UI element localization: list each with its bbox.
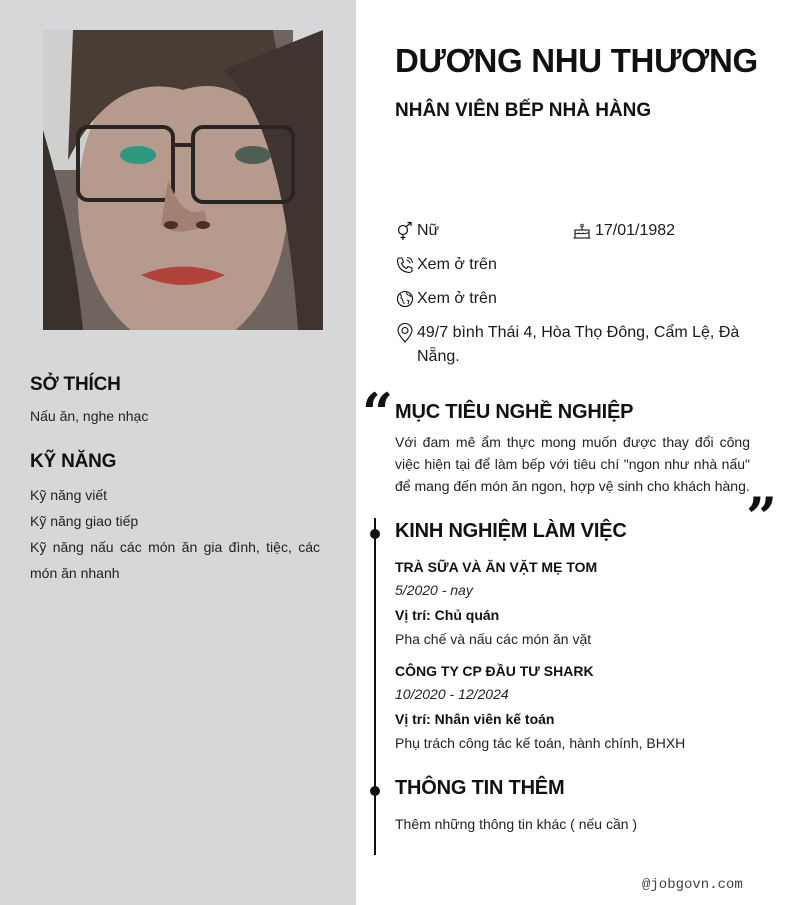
location-pin-icon (395, 323, 415, 343)
birthday-value: 17/01/1982 (595, 222, 676, 239)
timeline-dot (370, 786, 380, 796)
globe-icon (395, 289, 415, 309)
website-value: Xem ở trên (417, 290, 497, 307)
sidebar (0, 0, 356, 905)
quote-open-icon: “ (362, 381, 394, 445)
additional-info-text: Thêm những thông tin khác ( nếu cần ) (395, 816, 638, 832)
experience-company: CÔNG TY CP ĐẦU TƯ SHARK (395, 663, 594, 679)
timeline-dot (370, 529, 380, 539)
experience-company: TRÀ SỮA VÀ ĂN VẶT MẸ TOM (395, 559, 598, 575)
experience-description: Pha chế và nấu các món ăn vặt (395, 631, 592, 647)
experience-period: 10/2020 - 12/2024 (395, 686, 509, 702)
timeline-line (374, 518, 376, 855)
quote-close-icon: ” (746, 485, 778, 549)
skill-item: Kỹ năng nấu các món ăn gia đình, tiệc, các món ăn nhanh (30, 539, 320, 581)
phone-row (395, 253, 497, 277)
job-title: NHÂN VIÊN BẾP NHÀ HÀNG (395, 100, 652, 121)
portrait-image (43, 30, 323, 330)
objective-text: Với đam mê ẩm thực mong muốn được thay đổi công việc hiện tại để làm bếp với tiêu chí "ngon như nhà nấu" để mang đến món ăn ngon, hợp vệ sinh cho khách hàng. (395, 434, 750, 494)
hobbies-heading: SỞ THÍCH (30, 374, 121, 395)
phone-icon (395, 255, 415, 275)
experience-period: 5/2020 - nay (395, 582, 473, 598)
additional-info-heading: THÔNG TIN THÊM (395, 777, 565, 799)
experience-heading: KINH NGHIỆM LÀM VIỆC (395, 520, 627, 542)
address-row (395, 321, 745, 369)
experience-position: Vị trí: Nhân viên kế toán (395, 711, 555, 727)
profile-photo (43, 30, 323, 330)
hobbies-text: Nấu ăn, nghe nhạc (30, 408, 149, 424)
experience-description: Phụ trách công tác kế toán, hành chính, BHXH (395, 735, 686, 751)
skill-item: Kỹ năng viết (30, 487, 108, 503)
gender-value: Nữ (417, 222, 440, 239)
gender-row (395, 219, 439, 243)
phone-value: Xem ở trên (417, 256, 497, 273)
birthday-cake-icon (572, 221, 592, 241)
candidate-name: DƯƠNG NHU THƯƠNG (395, 42, 758, 79)
address-value: 49/7 bình Thái 4, Hòa Thọ Đông, Cẩm Lệ, Đà Nẵng. (417, 324, 740, 365)
skills-heading: KỸ NĂNG (30, 451, 117, 472)
skill-item: Kỹ năng giao tiếp (30, 513, 139, 529)
website-row (395, 287, 497, 311)
objective-heading: MỤC TIÊU NGHỀ NGHIỆP (395, 401, 634, 423)
birthday-row (572, 219, 675, 243)
gender-icon (395, 221, 415, 241)
watermark: @jobgovn.com (642, 877, 743, 893)
experience-position: Vị trí: Chủ quán (395, 607, 500, 623)
main-content (356, 0, 790, 905)
